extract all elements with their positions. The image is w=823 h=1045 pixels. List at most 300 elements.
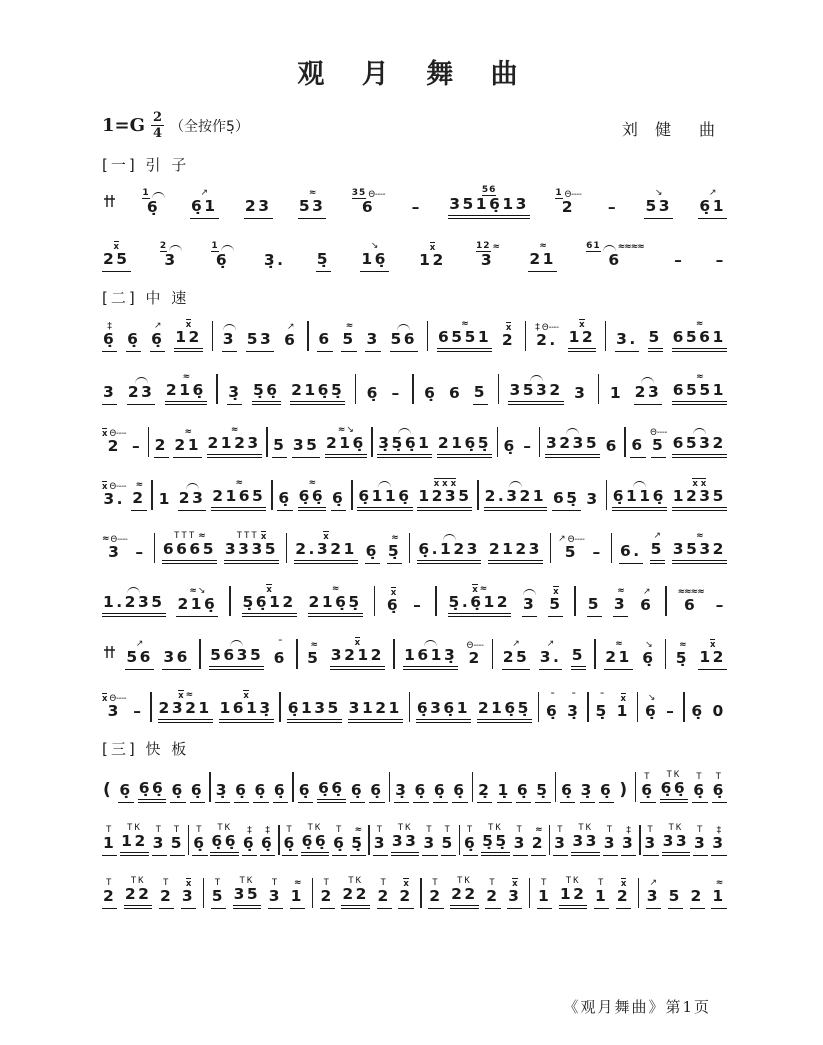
wave-ornament-icon: ≈ <box>182 372 190 383</box>
slide-down-icon: ↘ <box>645 640 653 651</box>
note-text: 5̣6̣12 <box>242 594 297 617</box>
note-text: 5̣ <box>535 782 550 803</box>
tonguing-mark: T <box>606 825 615 836</box>
score <box>102 154 727 909</box>
note-text: 1 <box>102 835 117 856</box>
tap-mark-icon: x <box>178 690 184 701</box>
note-text: 3̣ <box>567 702 581 721</box>
note-token <box>711 875 726 909</box>
note-token <box>181 875 196 909</box>
note-token <box>142 186 164 219</box>
breath-trill-icon: Θ╌╌ <box>109 481 127 492</box>
note-token <box>641 637 656 670</box>
note-text: 21 <box>528 251 557 272</box>
note-text: 5̣.6̣12 <box>448 594 512 617</box>
note-token <box>120 820 149 856</box>
note-token <box>616 875 631 909</box>
note-text: 6̣ <box>452 782 467 803</box>
barline <box>307 321 308 351</box>
note-token <box>283 319 298 352</box>
note-text: 5̣ <box>350 835 365 856</box>
note-text: 53 <box>644 198 673 219</box>
note-text: 3. <box>615 331 639 352</box>
note-text: 5 <box>668 888 683 909</box>
note-token <box>660 767 689 803</box>
barline <box>606 480 607 510</box>
note-text: – <box>674 251 685 270</box>
note-text: 2 <box>320 888 335 909</box>
grace-notes: 1 <box>142 188 150 199</box>
note-text: 2 <box>501 331 516 350</box>
note-token <box>365 530 380 564</box>
note-text: 1235 <box>417 488 472 511</box>
breath-trill-icon: Θ╌╌ <box>110 534 128 545</box>
note-text: 6̣ <box>277 490 292 511</box>
breath-trill-icon: Θ╌╌ <box>368 189 386 200</box>
breath-trill-icon: Θ╌╌ <box>564 189 582 200</box>
barline <box>574 586 575 616</box>
note-token <box>531 822 546 856</box>
note-text: 5̣ <box>595 702 609 721</box>
music-line <box>102 314 727 352</box>
note-text: 35 <box>292 437 321 458</box>
note-token <box>290 369 345 405</box>
barline <box>638 878 639 908</box>
meta-row <box>102 111 727 140</box>
barline <box>154 533 155 563</box>
note-text: 6̣ <box>102 331 117 352</box>
tap-mark-icon: x x x <box>433 478 457 489</box>
dash-token <box>411 186 423 219</box>
dash-token <box>522 425 534 458</box>
note-text: 6 <box>273 649 287 668</box>
tap-mark-icon: x <box>472 584 478 595</box>
note-text: – <box>523 437 534 456</box>
note-token <box>127 371 156 405</box>
barline <box>292 772 293 802</box>
music-line <box>102 871 727 909</box>
note-text: 2165 <box>211 488 266 511</box>
note-token <box>178 477 207 511</box>
tonguing-mark: T <box>271 878 280 889</box>
tonguing-mark: T <box>155 825 163 836</box>
barline <box>151 480 152 510</box>
note-token <box>316 238 331 272</box>
tonguing-mark: TK <box>348 876 364 887</box>
tonguing-mark: TK <box>456 876 472 887</box>
tap-mark-icon: x <box>260 531 267 542</box>
note-text: 216̣5̣ <box>437 435 492 458</box>
note-text: 2. <box>536 331 558 350</box>
note-token <box>263 239 287 272</box>
tonguing-mark: T <box>105 878 114 889</box>
note-text: 3 <box>164 251 178 270</box>
barline <box>639 825 640 855</box>
note-text: 6̣ <box>424 384 438 403</box>
tap-mark-icon: x <box>243 690 249 701</box>
grace-notes: 12 <box>476 241 491 252</box>
note-text: – <box>715 596 726 615</box>
barline <box>296 639 297 669</box>
note-text: 5 <box>571 647 586 670</box>
note-text: 5 <box>341 331 356 352</box>
note-token <box>545 422 600 458</box>
note-token <box>672 316 727 352</box>
note-token <box>210 820 239 856</box>
note-token <box>246 318 275 352</box>
slide-down-icon: ↘ <box>370 241 379 252</box>
barline <box>216 374 217 404</box>
note-token <box>332 822 347 856</box>
barline <box>459 825 460 855</box>
note-token <box>125 636 154 670</box>
tap-mark-icon: x <box>620 693 626 704</box>
barline <box>435 586 436 616</box>
tonguing-mark: T <box>597 878 606 889</box>
note-token <box>621 822 636 856</box>
barline <box>286 533 287 563</box>
slide-up-icon: ↗ <box>200 188 209 199</box>
note-text: 6̣6̣ <box>301 833 330 856</box>
note-token <box>317 318 332 352</box>
barline <box>389 772 390 802</box>
wave-ornament-icon: ≈ <box>102 534 109 545</box>
note-token <box>485 875 500 909</box>
note-token <box>294 528 358 564</box>
note-text: 6 <box>605 437 619 456</box>
note-text: – <box>607 198 619 217</box>
note-text: 2123 <box>488 541 543 564</box>
barline <box>555 772 556 802</box>
note-text: 3 <box>373 835 388 856</box>
note-text: 6̣ <box>234 782 249 803</box>
tonguing-mark: TK <box>397 823 413 834</box>
wave-ornament-icon: ≈ <box>615 639 622 650</box>
breath-trill-icon: Θ╌╌ <box>109 428 127 439</box>
note-token <box>450 873 479 909</box>
note-token <box>207 422 262 458</box>
note-token <box>252 369 281 405</box>
note-text: 5̣5̣ <box>481 833 510 856</box>
note-token <box>102 690 126 723</box>
dash-token <box>592 531 604 564</box>
wave-ornament-icon: ≈ <box>696 531 703 542</box>
note-token <box>413 769 428 803</box>
note-token <box>467 637 484 670</box>
barline <box>538 692 539 722</box>
note-token <box>348 687 403 723</box>
note-text: 2 <box>377 888 392 909</box>
note-text: 6̣ <box>192 835 207 856</box>
note-token <box>102 238 131 272</box>
barline <box>409 533 410 563</box>
note-token <box>513 822 528 856</box>
tonguing-mark: T <box>214 878 223 889</box>
note-text: 5 <box>651 437 666 458</box>
breath-trill-icon: Θ╌╌ <box>567 534 585 545</box>
barline <box>312 878 313 908</box>
note-token <box>571 820 600 856</box>
music-line <box>102 685 727 723</box>
note-token <box>586 239 644 272</box>
note-text: 33 <box>391 833 420 856</box>
note-token <box>234 769 249 803</box>
note-token <box>516 769 531 803</box>
note-token <box>692 769 707 803</box>
note-token <box>648 316 663 352</box>
note-token <box>571 634 586 670</box>
tonguing-mark: T <box>557 825 565 836</box>
barline <box>472 772 473 802</box>
note-token <box>190 185 219 219</box>
music-line <box>102 632 727 670</box>
note-token <box>555 186 581 219</box>
note-text: 1̣ <box>497 782 512 803</box>
note-text: 3212 <box>330 647 385 670</box>
barline <box>271 480 272 510</box>
note-text: 3 <box>102 384 117 405</box>
note-text: 33 <box>662 833 691 856</box>
tonguing-mark: T <box>715 772 724 783</box>
double-appoggiatura-icon: ‡ <box>535 321 540 333</box>
note-text: 6̣ <box>560 782 575 803</box>
barline <box>148 427 149 457</box>
note-text: 3̣5̣6̣1 <box>377 435 432 458</box>
note-token <box>573 372 588 405</box>
note-token <box>298 475 327 511</box>
wave-ornament-icon: ≈ <box>331 584 339 595</box>
barline <box>665 586 666 616</box>
note-token <box>712 690 727 723</box>
wave-ornament-icon: ≈ <box>354 825 362 836</box>
barline <box>150 692 151 722</box>
breath-trill-icon: Θ╌╌ <box>541 322 559 333</box>
breath-trill-icon: Θ╌╌ <box>109 693 127 704</box>
note-text: 6̣ <box>644 702 659 721</box>
tonguing-mark: T <box>540 878 549 889</box>
note-text: 216̣ <box>325 435 367 458</box>
note-text: 6̣6̣ <box>298 488 327 511</box>
note-token <box>548 583 563 617</box>
note-token <box>160 239 182 272</box>
note-text: 56 <box>125 649 154 670</box>
note-token <box>373 822 388 856</box>
note-text: 5 <box>650 541 665 564</box>
slide-up-icon: ↗ <box>546 639 555 650</box>
double-appoggiatura-icon: ‡ <box>265 824 271 836</box>
barline <box>412 374 413 404</box>
barline <box>550 533 551 563</box>
note-text: 3 <box>693 835 708 856</box>
note-text: 6̣ <box>170 782 185 803</box>
note-text: 6̣ <box>146 198 161 217</box>
note-text: 53 <box>298 198 327 219</box>
note-token <box>522 583 537 617</box>
music-line <box>102 473 727 511</box>
note-text: – <box>666 702 677 721</box>
note-token <box>603 822 618 856</box>
note-token <box>330 634 385 670</box>
note-text: 6̣ <box>386 596 401 615</box>
note-text: 6̣116̣ <box>612 488 667 511</box>
tap-mark-icon: x <box>709 639 716 650</box>
note-text: 6̣ <box>692 782 707 803</box>
slide-up-icon: ↗ <box>653 531 662 542</box>
note-text: 3̣ <box>580 782 595 803</box>
note-token <box>273 637 288 670</box>
note-token <box>242 822 257 856</box>
note-token <box>639 584 654 617</box>
note-text: 5 <box>441 835 456 856</box>
tap-mark-icon: x <box>185 878 192 889</box>
note-token <box>242 581 297 617</box>
fingering-note: （全按作5̣） <box>170 118 249 135</box>
tonguing-mark: TK <box>487 823 503 834</box>
tonguing-mark: T <box>286 825 294 836</box>
note-token <box>377 422 432 458</box>
note-token <box>619 530 643 564</box>
note-text: 6665 <box>162 541 217 564</box>
note-text: 6 <box>684 596 698 615</box>
tap-mark-icon: x x <box>692 478 707 489</box>
note-text: 6551 <box>672 382 727 405</box>
note-token <box>158 687 213 723</box>
note-token <box>320 875 335 909</box>
note-text: 5 <box>170 835 185 856</box>
note-text: 6 <box>640 596 654 615</box>
tonguing-mark: T <box>162 878 171 889</box>
tonguing-mark: T <box>516 825 524 836</box>
note-text: 6̣ <box>433 782 448 803</box>
note-token <box>428 875 443 909</box>
barline <box>525 321 526 351</box>
note-token <box>317 767 346 803</box>
note-token <box>298 185 327 219</box>
note-text: 5̣ <box>316 251 331 272</box>
note-text: 6̣ <box>516 782 531 803</box>
tonguing-mark: TK <box>565 876 581 887</box>
note-token <box>604 636 633 670</box>
note-token <box>416 687 471 723</box>
note-text: 6̣ <box>242 835 257 856</box>
barline <box>492 639 493 669</box>
barline <box>498 374 499 404</box>
note-token <box>162 528 217 564</box>
note-token <box>391 820 420 856</box>
note-text: 3 <box>507 888 522 909</box>
note-token <box>287 687 342 723</box>
grace-notes: 2 <box>159 241 168 252</box>
note-token <box>102 875 117 909</box>
note-token <box>292 424 321 458</box>
wave-ornament-icon: ≈ <box>184 427 191 438</box>
note-text: 6 <box>317 331 332 352</box>
barline <box>351 480 352 510</box>
note-text: 1 <box>711 888 726 909</box>
note-token <box>331 477 346 511</box>
note-text: 12 <box>559 886 588 909</box>
barline <box>371 427 372 457</box>
grace-notes: 56 <box>481 185 497 196</box>
note-text: 6̣ <box>365 543 380 564</box>
note-text: 2 <box>131 490 146 511</box>
note-token <box>360 238 389 272</box>
note-token <box>473 371 488 405</box>
dash-token <box>412 584 424 617</box>
barline <box>279 692 280 722</box>
note-text: 6̣ <box>253 782 268 803</box>
tonguing-mark: TK <box>307 823 323 834</box>
note-token <box>539 636 563 670</box>
meter-denominator: 4 <box>152 126 163 141</box>
tonguing-mark: TK <box>130 876 146 887</box>
note-token <box>552 477 581 511</box>
note-token <box>585 478 600 511</box>
note-text: 6̣ <box>366 384 380 403</box>
note-token <box>176 583 218 617</box>
note-text: 1613̣ <box>403 647 458 670</box>
note-text: – <box>592 543 603 562</box>
note-token <box>672 475 727 511</box>
note-token <box>537 875 552 909</box>
music-line <box>102 526 727 564</box>
wave-ornament-icon: ≈ <box>235 478 243 489</box>
note-text: 6̣ <box>118 782 133 803</box>
note-text: 6̣6̣ <box>138 780 167 803</box>
tonguing-mark: T <box>173 825 182 836</box>
note-token <box>448 372 463 405</box>
note-token <box>224 528 279 564</box>
note-text: 5̣6̣ <box>252 382 281 405</box>
dash-token <box>715 239 727 272</box>
note-token <box>290 875 305 909</box>
note-text: 3. <box>539 649 563 670</box>
barline <box>374 586 375 616</box>
long-wave-ornament-icon: ≈≈≈≈ <box>617 242 644 253</box>
note-token <box>437 316 492 352</box>
note-token <box>366 372 381 405</box>
tonguing-mark: TTT <box>174 531 197 542</box>
note-text: 2 <box>531 835 546 856</box>
note-token <box>477 687 532 723</box>
barline <box>497 427 498 457</box>
note-text: 3 <box>643 835 658 856</box>
note-token <box>154 424 169 458</box>
note-text: 216̣ <box>176 596 218 617</box>
note-token <box>501 319 516 352</box>
music-line <box>102 765 727 803</box>
barline <box>368 825 369 855</box>
note-text: 6 <box>608 251 622 270</box>
note-token <box>650 528 665 564</box>
note-token <box>282 822 297 856</box>
slide-up-icon: ↗ <box>649 878 658 889</box>
note-token <box>350 822 365 856</box>
note-token <box>599 769 614 803</box>
note-token <box>369 769 384 803</box>
wave-ornament-icon: ≈ <box>135 480 143 491</box>
note-token <box>672 528 727 564</box>
note-text: 56 <box>390 331 419 352</box>
note-text: 2 <box>107 437 121 456</box>
note-token <box>559 873 588 909</box>
paren-token <box>102 768 114 803</box>
note-token <box>386 584 401 617</box>
section-label: [三] 快 板 <box>102 740 190 758</box>
note-token <box>227 371 242 405</box>
tonguing-mark: T <box>696 772 704 783</box>
note-text: – <box>715 251 726 270</box>
